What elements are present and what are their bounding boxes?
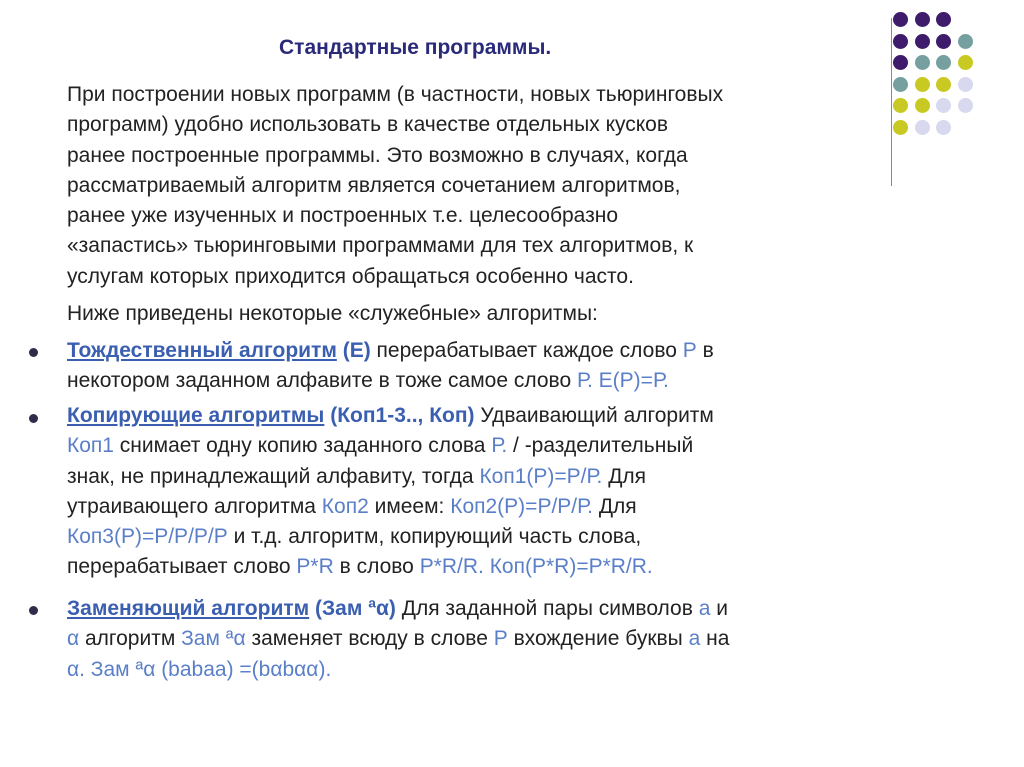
term-abbr: (Коп1-3.., Коп): [330, 404, 475, 427]
text: вхождение буквы: [507, 627, 689, 651]
bullet-line: [67, 552, 714, 582]
bullet-line: [67, 336, 714, 366]
text: алгоритм: [79, 627, 182, 651]
bullet-line: [67, 492, 714, 522]
text: некотором заданном алфавите в тоже самое слово: [67, 369, 577, 393]
highlight: Р*R: [296, 555, 334, 579]
decorative-dot: [915, 55, 930, 70]
bullet-icon: [29, 606, 38, 615]
text: Для: [602, 464, 647, 488]
bullet-line: [67, 594, 729, 624]
highlight: Р. Е(Р)=Р.: [576, 369, 669, 393]
text: знак, не принадлежащий алфавиту, тогда: [67, 464, 480, 488]
copying-algorithms-link[interactable]: Копирующие алгоритмы: [67, 404, 325, 427]
text: Удваивающий алгоритм: [474, 404, 714, 427]
term-abbr: (Зам ªα): [315, 597, 396, 620]
text: и: [710, 597, 728, 620]
intro-line: При построении новых программ (в частности, новых тьюринговых: [67, 83, 724, 106]
bullet-line: [67, 655, 729, 685]
decorative-dot: [936, 55, 951, 70]
intro-paragraph: [67, 80, 723, 292]
decorative-dot: [915, 34, 930, 49]
intro-line: услугам которых приходится обращаться особенно часто.: [67, 264, 634, 288]
text: перерабатывает каждое слово: [370, 339, 683, 362]
decorative-dot: [893, 120, 908, 135]
decorative-dot: [893, 12, 908, 27]
highlight: Р: [493, 627, 508, 651]
decorative-dot: [915, 12, 930, 27]
highlight: Р: [682, 339, 697, 362]
decorative-dot: [936, 98, 951, 113]
service-algorithms-intro: Ниже приведены некоторые «служебные» алгоритмы:: [67, 302, 598, 325]
highlight: Зам ªα: [181, 627, 246, 651]
decorative-dot: [958, 34, 973, 49]
text: перерабатывает слово: [67, 555, 297, 579]
decorative-dot: [893, 77, 908, 92]
decorative-dot: [915, 120, 930, 135]
bullet-icon: [29, 348, 38, 357]
text: заменяет всюду в слове: [245, 627, 494, 651]
bullet-line: [67, 624, 729, 654]
intro-line: ранее построенные программы. Это возможно в случаях, когда: [67, 143, 688, 167]
highlight: α. Зам ªα (babaa) =(bαbαα).: [67, 657, 332, 681]
highlight: Р*R/R. Коп(Р*R)=Р*R/R.: [419, 555, 653, 579]
decorative-dot: [893, 55, 908, 70]
bullet-line: [67, 366, 714, 396]
decorative-dot: [936, 120, 951, 135]
decorative-dot: [958, 55, 973, 70]
text: имеем:: [368, 494, 451, 518]
divider-line: [891, 18, 892, 186]
decorative-dot: [893, 34, 908, 49]
decorative-dot: [936, 12, 951, 27]
intro-line: рассматриваемый алгоритм является сочетанием алгоритмов,: [67, 173, 681, 197]
bullet-icon: [29, 414, 38, 423]
text: / -разделительный: [507, 434, 694, 458]
intro-line: программ) удобно использовать в качестве отдельных кусков: [67, 113, 669, 137]
decorative-dot: [936, 34, 951, 49]
decorative-dot-grid: [893, 12, 1023, 167]
highlight: α: [67, 627, 80, 651]
intro-line: ранее уже изученных и построенных т.е. целесообразно: [67, 204, 619, 228]
text: Для: [593, 494, 637, 518]
text: утраивающего алгоритма: [67, 494, 322, 518]
replacing-algorithm-link[interactable]: Заменяющий алгоритм: [67, 597, 310, 620]
bullet-identity-algorithm: [67, 336, 714, 397]
highlight: Р.: [491, 434, 508, 458]
bullet-line: [67, 431, 714, 461]
decorative-dot: [893, 98, 908, 113]
text: и т.д. алгоритм, копирующий часть слова,: [227, 525, 642, 549]
decorative-dot: [915, 98, 930, 113]
decorative-dot: [936, 77, 951, 92]
decorative-dot: [958, 98, 973, 113]
bullet-line: [67, 522, 714, 552]
bullet-line: [67, 401, 714, 431]
highlight: Коп2: [321, 494, 369, 518]
bullet-replacing-algorithm: [67, 594, 729, 685]
decorative-dot: [915, 77, 930, 92]
text: в слово: [333, 555, 420, 579]
bullet-line: [67, 462, 714, 492]
text: на: [700, 627, 730, 651]
highlight: а: [688, 627, 701, 651]
identity-algorithm-link[interactable]: Тождественный алгоритм: [67, 339, 337, 362]
highlight: а: [698, 597, 711, 620]
slide-title: Стандартные программы.: [279, 36, 552, 59]
highlight: Коп3(Р)=Р/Р/Р/Р: [67, 525, 228, 549]
highlight: Коп1: [67, 434, 114, 458]
text: Для заданной пары символов: [395, 597, 699, 620]
text: снимает одну копию заданного слова: [113, 434, 492, 458]
decorative-dot: [958, 77, 973, 92]
intro-line: «запастись» тьюринговыми программами для тех алгоритмов, к: [67, 234, 694, 258]
bullet-copying-algorithms: [67, 401, 714, 583]
text: в: [696, 339, 714, 362]
highlight: Коп2(Р)=Р/Р/Р.: [450, 494, 593, 518]
highlight: Коп1(Р)=Р/Р.: [479, 464, 603, 488]
term-abbr: (Е): [342, 339, 371, 362]
